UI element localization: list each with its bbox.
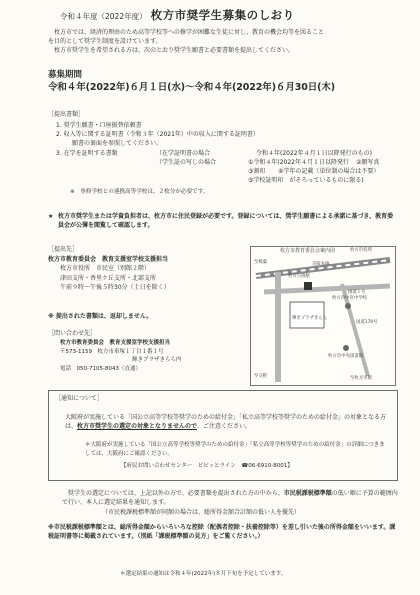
document-item-3-a-value: 令和４年(2022年４月１日以降発行のもの)	[256, 150, 372, 158]
map-label-kokudo: 国道１号	[348, 290, 366, 295]
residency-notice-text: 枚方市奨学生または学資負担者は、枚方市に住民登録が必要です。登録については、奨学生願書による承諾に基づき、教育委員会が公簿を閲覧して確認します。	[58, 213, 394, 230]
selection-paragraph	[62, 489, 398, 517]
location-map	[250, 246, 396, 386]
school-marker	[345, 303, 351, 309]
map-label-higashi: 至枚方市駅	[350, 376, 372, 381]
document-item-3-b-4: ④学年の記載（単位制の場合は不要）	[278, 168, 380, 176]
contact-phone: 電話 050-7105-8043（直通）	[60, 366, 141, 373]
submission-heading: ［提出先］	[48, 246, 79, 253]
documents-note: ※ 専修学校との連携高等学校は、２枚分が必要です。	[70, 189, 209, 196]
intro-paragraph-1b: を目的として奨学生制度を設けています。	[48, 38, 162, 45]
selection-text-b: 市民税課税標準額	[283, 490, 332, 497]
contact-address: 〒573-1159 枚方市車塚１丁目１番１号	[60, 348, 164, 355]
document-item-3-row-d	[48, 177, 398, 186]
document-item-2: 2. 収入等に関する証明書（令和３年（2021年）中の収入に関する証明書）	[56, 131, 259, 139]
document-item-3-b-1: ①令和４年(2022年４月１日以降発行	[248, 159, 349, 167]
submission-hours: 午前９時～午後５時30分（土日を除く）	[60, 284, 170, 292]
map-label-river: 国道170号	[356, 320, 378, 325]
star-icon: ★	[48, 213, 54, 220]
result-schedule: ＊選定結果の通知は令和４年(2022年)８月下旬を予定しています。	[120, 571, 287, 577]
notice-box-emphasis: 枚方市奨学生の選定の対象となりませんので	[77, 423, 198, 431]
map-label-school: 枚方市中宮中学校	[332, 296, 368, 301]
notice-box-sub: ＊大阪府が実施している「国公立高等学校等奨学のための給付金」「私立高等学校等奨学のための給付金」の詳細につきましては、大阪府にご確認ください。	[85, 442, 385, 457]
notice-box-heading: ［通知について］	[55, 395, 103, 402]
document-item-3-b-2: ②顔写真	[356, 159, 380, 167]
map-label-station: 枚方公園駅	[288, 274, 310, 279]
document-item-3-label: 3. 在学を証明する書類	[56, 150, 118, 158]
map-label-park: 枚方市中央図書館	[328, 354, 364, 359]
map-label-city: 枚方市役所	[350, 248, 372, 253]
map-label-kuzuha: 至樟葉	[254, 260, 268, 265]
notice-box	[48, 390, 398, 481]
notice-box-text-2: 、ご注意ください。	[197, 423, 252, 431]
tax-definition: ※市民税課税標準額とは、総所得金額からいろいろな控除（配偶者控除・扶養控除等）を差し引いた後の所得金額をいいます。課税証明書等に掲載されています。（別紙「課税標準額の見方」をご覧ください。）	[48, 524, 396, 541]
intro-paragraph-2: 枚方市奨学生を希望される方は、次のとおり奨学生願書と必要書類を提出してください。	[54, 47, 295, 54]
contact-heading: ［問い合わせ先］	[48, 330, 97, 337]
title-year: 令和４年度（2022年度）	[60, 12, 147, 21]
document-item-3-b: （学生証の写しの場合	[156, 159, 217, 167]
contact-section	[48, 330, 248, 375]
submission-note: ※ 提出された書類は、返却しません。	[48, 313, 153, 320]
notice-box-phone: 【府民お問い合わせセンター ピピッとライン ☎06-6910-8001】	[121, 463, 293, 469]
title-main: 枚方市奨学生募集のしおり	[150, 8, 295, 22]
documents-heading: ［提出書類］	[48, 111, 85, 118]
notice-box-text-1: 大阪府が実施している「国公立高等学校等奨学のための給付金」「私立高等学校等奨学のための給付金」の対象となる方は、	[65, 414, 387, 431]
period-value: 令和４年(2022年)６月１日(水)～令和４年(2022年)６月30日(木)	[48, 82, 336, 93]
submission-place-1: 枚方市役所 市民室（別館２階）	[60, 265, 151, 273]
documents-section	[48, 111, 398, 197]
map-title: 枚方市教育委員会案内図	[280, 248, 336, 254]
selection-text-c: の低い順に予算の範囲内で行い、本人に選定結果を通知します。	[62, 490, 398, 507]
contact-org: 枚方市教育委員会 教育支援室学校支援担当	[60, 339, 171, 346]
selection-text-d: （市民税課税標準額が同額の場合は、総所得金額合計額の低い人を優先）	[102, 508, 301, 516]
map-label-kita: 至交野	[254, 374, 268, 379]
page-title	[60, 8, 390, 24]
kirara-building	[290, 302, 324, 328]
notice-box-text	[65, 413, 391, 432]
intro-text	[48, 28, 394, 55]
document-item-3-a: （在学証明書の場合	[156, 150, 211, 158]
submission-org: 枚方市教育委員会 教育支援室学校支援担当	[48, 255, 169, 263]
contact-building: 輝きプラザきらら内	[132, 357, 182, 364]
document-item-3-b-5: ⑤学校証明印 がそろっているものに限る)	[248, 177, 364, 185]
period-label: 募集期間	[48, 70, 83, 80]
document-item-1: 1. 奨学生願書・口座振替依頼書	[56, 122, 142, 130]
intro-paragraph-1: 枚方市では、経済的理由のため高等学校等への修学が困難な生徒に対し、教育の機会均等を図ること	[54, 29, 325, 36]
map-label-kirara: 輝きプラザきらら	[292, 316, 328, 321]
document-item-3-b-3: ③割印	[248, 168, 266, 176]
station-marker	[304, 282, 312, 290]
submission-section	[48, 246, 248, 294]
library-marker	[343, 345, 349, 351]
document-item-2-sub: 願書の裏面を参照してください。	[72, 140, 163, 148]
submission-place-2: 津田支所・香里ケ丘支所・北部支所	[60, 274, 157, 282]
map-label-keihan: 京阪本線	[312, 262, 330, 267]
residency-notice	[48, 212, 398, 231]
selection-text-a: 奨学生の選定については、上記以外の方で、必要書類を提出された方の中から、	[68, 490, 284, 497]
